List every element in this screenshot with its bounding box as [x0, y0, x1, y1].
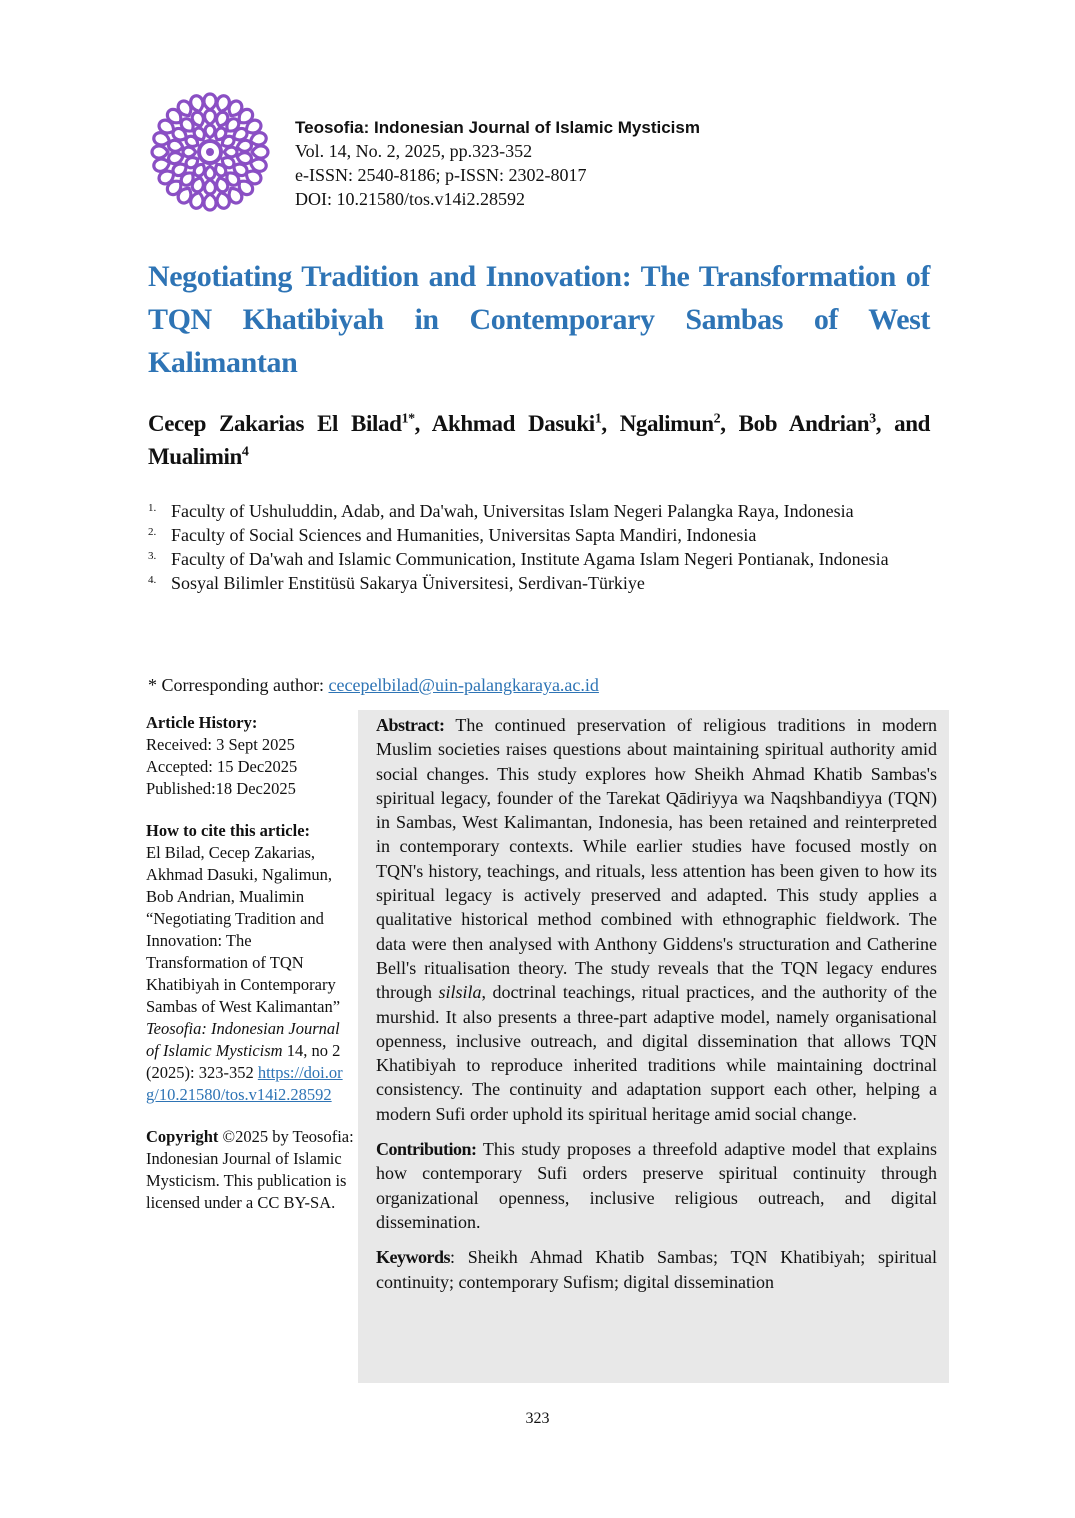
logo-petal — [205, 125, 215, 138]
citation-doi-link[interactable]: https://doi.org/10.21580/tos.v14i2.28592 — [146, 1063, 343, 1104]
abstract-box — [358, 710, 949, 1383]
author-affiliation-mark: 2 — [713, 411, 721, 427]
journal-logo-icon — [146, 88, 274, 216]
logo-petal — [152, 146, 168, 158]
affiliation-list — [148, 499, 928, 595]
copyright-block — [146, 1126, 354, 1214]
journal-issn: e-ISSN: 2540-8186; p-ISSN: 2302-8017 — [295, 165, 587, 185]
logo-petal — [205, 110, 216, 124]
journal-header — [295, 116, 895, 211]
title-line-2: TQN Khatibiyah in Contemporary Sambas of West — [148, 303, 930, 336]
author-affiliation-mark: 4 — [241, 444, 249, 460]
corresponding-email-link[interactable]: cecepelbilad@uin-palangkaraya.ac.id — [328, 675, 599, 695]
article-title — [148, 255, 930, 384]
author-name: Cecep Zakarias El Bilad — [148, 411, 402, 436]
author-list — [148, 407, 930, 473]
keywords-paragraph: Keywords: Sheikh Ahmad Khatib Sambas; TQN Khatibiyah; spiritual continuity; contemporary Sufism; digital dissemination — [376, 1247, 937, 1292]
corresponding-label: * Corresponding author: — [148, 675, 329, 695]
logo-petal — [183, 147, 196, 157]
affiliation-item: 1. Faculty of Ushuluddin, Adab, and Da'wah, Universitas Islam Negeri Palangka Raya, Indonesia — [148, 501, 854, 521]
article-history-heading: Article History: — [146, 713, 258, 732]
citation-block — [146, 820, 354, 1106]
citation-heading: How to cite this article: — [146, 821, 311, 840]
copyright-text: ©2025 by Teosofia: Indonesian Journal of Islamic Mysticism. This publication is licensed under a CC BY-SA. — [146, 1127, 354, 1212]
corresponding-author — [148, 673, 599, 697]
journal-doi: DOI: 10.21580/tos.v14i2.28592 — [295, 189, 526, 209]
logo-petal — [252, 146, 268, 158]
author-line-1: Cecep Zakarias El Bilad$^{1*}$, Akhmad Dasuki$^1$, Ngalimun$^2$, Bob Andrian$^3$, and — [148, 411, 931, 436]
copyright-heading: Copyright — [146, 1127, 219, 1146]
title-line-3: Kalimantan — [148, 346, 298, 379]
abstract-paragraph: Abstract: The continued preservation of religious traditions in modern Muslim societies raises questions about maintaining spiritual authority amid social changes. This study explores how Sheikh Ahmad Khatib Sambas's spiritual legacy, founder of the Tarekat Qādiriyya wa Naqshbandiyya (TQN) in Sambas, West Kalimantan, Indonesia, has been retained and reinterpreted in contemporary contexts. While earlier studies have focused mostly on TQN's history, teachings, and rituals, less attention has been given to how its spiritual legacy is actively preserved and adapted. This study applies a qualitative historical method combined with ethnographic fieldwork. The data were then analysed with Anthony Giddens's structuration and Catherine Bell's ritualisation theory. The study reveals that the TQN legacy endures through silsila, doctrinal teachings, ritual practices, and the authority of the murshid. It also presents a three-part adaptive model, namely organisational openness, inclusive outreach, and digital dissemination that allows TQN Khatibiyah to reproduce inherited traditions while maintaining doctrinal consistency. The continuity and adaptation support each other, helping a modern Sufi order uphold its spiritual heritage amid social change. — [376, 715, 937, 1124]
author-affiliation-mark: 1* — [401, 411, 415, 427]
article-sidebar — [146, 712, 354, 1234]
journal-name: Teosofia: Indonesian Journal of Islamic Mysticism — [295, 118, 700, 137]
title-line-1: Negotiating Tradition and Innovation: The Transformation of — [148, 260, 930, 293]
contribution-label: Contribution: — [376, 1139, 477, 1160]
citation-text: El Bilad, Cecep Zakarias, Akhmad Dasuki, Ngalimun, Bob Andrian, Mualimin “Negotiating Tradition and Innovation: The Transformation of TQN Khatibiyah in Contemporary Sambas of West Kalimantan” Teosofia: Indonesian Journal of Islamic Mysticism 14, no 2 (2025): 323-352 https://doi.org/10.21580/tos.v14i2.28592 — [146, 843, 343, 1104]
author-name: Bob Andrian — [738, 411, 870, 436]
affiliation-item: 3. Faculty of Da'wah and Islamic Communication, Institute Agama Islam Negeri Pontianak, Indonesia — [148, 549, 889, 569]
logo-petal — [204, 194, 216, 210]
abstract-label: Abstract: — [376, 715, 445, 735]
keywords-label: Keywords — [376, 1247, 450, 1268]
affiliation-item: 2. Faculty of Social Sciences and Humanities, Universitas Sapta Mandiri, Indonesia — [148, 525, 757, 545]
author-name: Mualimin — [148, 444, 242, 469]
published-date: Published:18 Dec2025 — [146, 779, 296, 798]
affiliation-item: 4. Sosyal Bilimler Enstitüsü Sakarya Üniversitesi, Serdivan-Türkiye — [148, 573, 645, 593]
logo-petal — [205, 180, 216, 194]
logo-petal — [204, 94, 216, 110]
accepted-date: Accepted: 15 Dec2025 — [146, 757, 298, 776]
author-affiliation-mark: 1 — [594, 411, 602, 427]
journal-volume: Vol. 14, No. 2, 2025, pp.323-352 — [295, 141, 533, 161]
author-affiliation-mark: 3 — [869, 411, 876, 427]
logo-petal — [224, 147, 237, 157]
page-number: 323 — [525, 1410, 550, 1427]
author-line-2 — [148, 440, 930, 473]
author-name: Ngalimun — [619, 411, 714, 436]
logo-petal — [205, 166, 215, 179]
article-history — [146, 712, 354, 800]
contribution-paragraph: Contribution: This study proposes a threefold adaptive model that explains how contemporary Sufi orders preserve spiritual continuity through organizational openness, inclusive religious outreach, and digital dissemination. — [376, 1139, 937, 1232]
received-date: Received: 3 Sept 2025 — [146, 735, 295, 754]
author-name: Akhmad Dasuki — [431, 411, 595, 436]
